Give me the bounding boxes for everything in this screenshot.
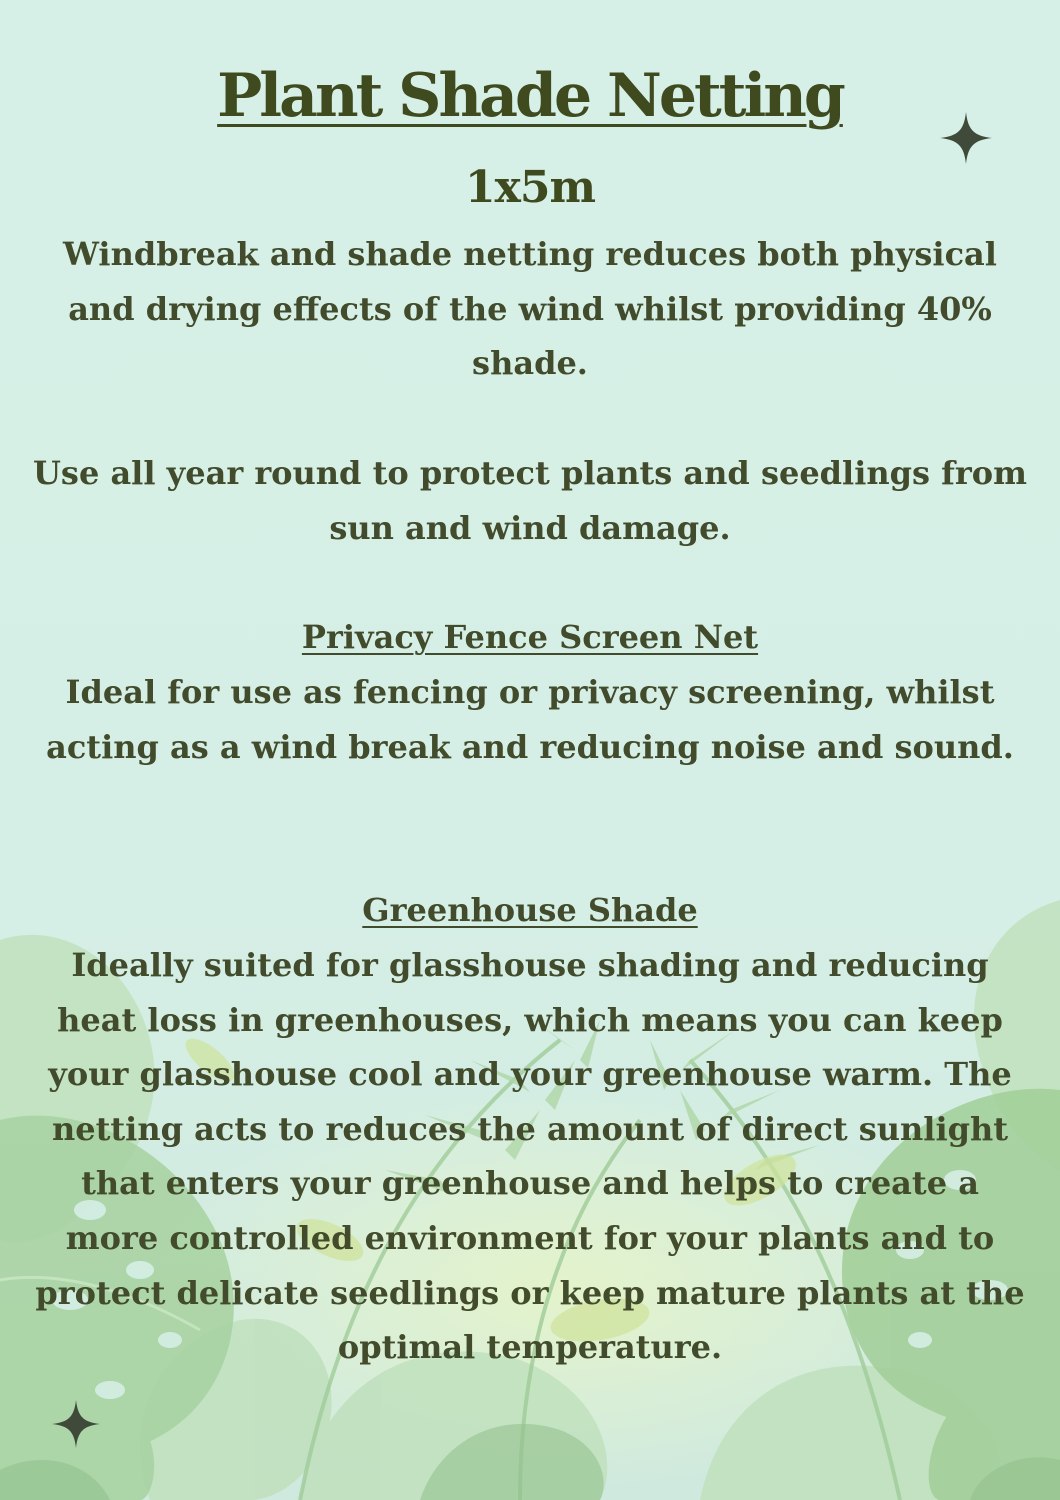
greenhouse-paragraph: Ideally suited for glasshouse shading and reducing heat loss in greenhouses, which means you can keep your glasshouse cool and your greenhouse warm. The netting acts to reduces the amount of direct sunlight that enters your greenhouse and helps to create a more controlled environment for your plants and to protect delicate seedlings or keep mature plants at the optimal temperature. [35, 946, 1025, 1367]
greenhouse-heading: Greenhouse Shade [362, 891, 698, 929]
sparkle-icon [52, 1400, 100, 1448]
product-size: 1x5m [464, 162, 596, 213]
intro-paragraph: Windbreak and shade netting reduces both physical and drying effects of the wind whilst providing 40% shade. [63, 235, 997, 383]
sparkle-icon [940, 112, 992, 164]
year-round-paragraph: Use all year round to protect plants and seedlings from sun and wind damage. [33, 454, 1027, 547]
privacy-heading: Privacy Fence Screen Net [301, 618, 759, 656]
privacy-paragraph: Ideal for use as fencing or privacy screening, whilst acting as a wind break and reducing noise and sound. [46, 673, 1014, 766]
page-title: Plant Shade Netting [217, 61, 843, 131]
